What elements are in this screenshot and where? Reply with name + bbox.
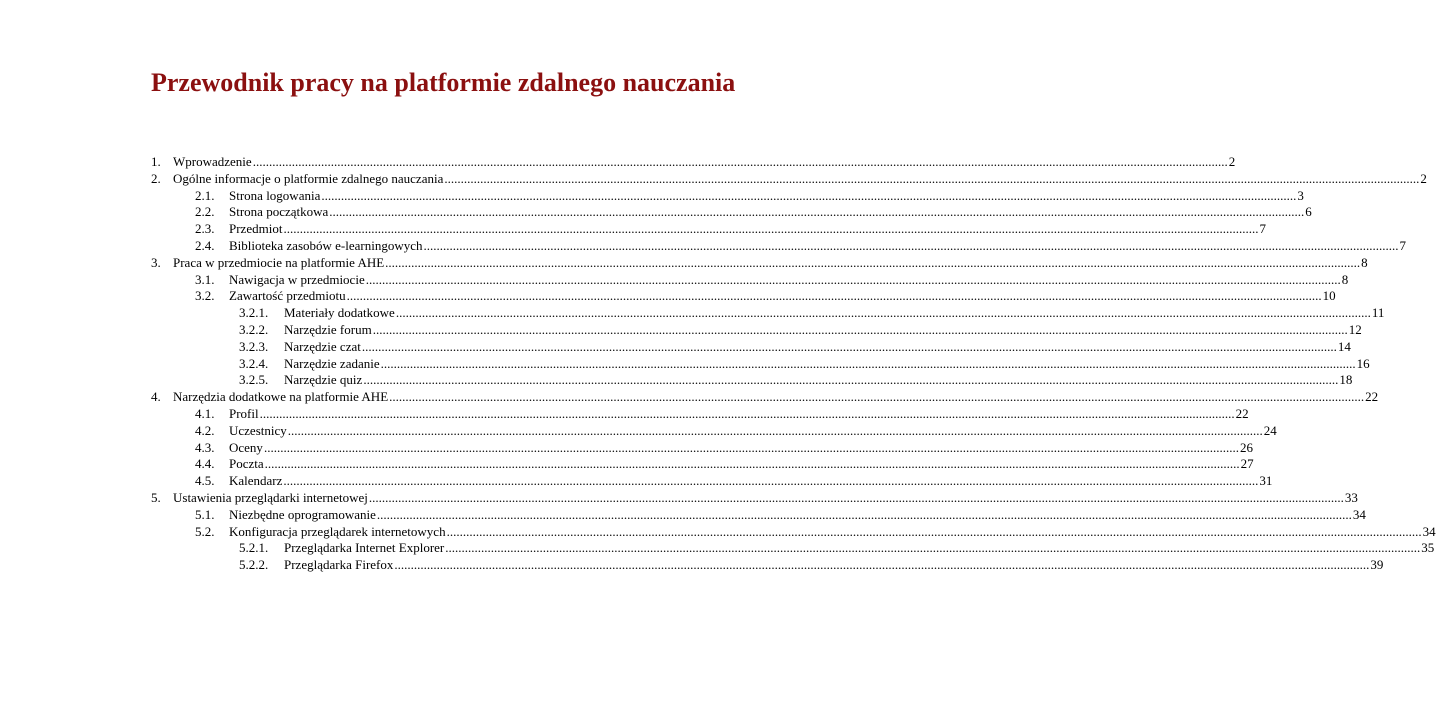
toc-entry-number: 3.2.	[195, 288, 215, 304]
toc-entry-label: Wprowadzenie	[173, 154, 252, 169]
toc-entry-label: Narzędzie czat	[284, 338, 361, 354]
toc-entry-label: Biblioteka zasobów e-learningowych	[229, 237, 423, 253]
toc-entry-label: Przeglądarka Internet Explorer	[284, 540, 445, 556]
toc-entry-number: 3.2.1.	[239, 305, 269, 321]
toc-entry-label: Uczestnicy	[229, 422, 287, 438]
toc-entry-page: 10	[1322, 288, 1336, 304]
toc-entry[interactable]	[151, 254, 1368, 272]
toc-entry-label: Nawigacja w przedmiocie	[229, 271, 365, 287]
toc-entry-label: Kalendarz	[229, 473, 283, 489]
toc-entry[interactable]	[151, 540, 1435, 557]
toc-entry-number: 3.2.2.	[239, 321, 269, 337]
toc-entry-number: 3.1.	[195, 271, 215, 287]
toc-entry-page: 7	[1399, 237, 1406, 253]
dot-leader: ............................................................................................................................................................................................................................................................................................................	[346, 288, 1322, 304]
toc-entry-page: 7	[1259, 221, 1266, 237]
toc-entry[interactable]	[151, 557, 1384, 574]
toc-entry-label: Strona logowania	[229, 187, 321, 203]
toc-entry-number: 5.1.	[195, 506, 215, 522]
toc-entry-number: 2.2.	[195, 204, 215, 220]
toc-entry-number: 4.3.	[195, 439, 215, 455]
toc-entry[interactable]	[151, 355, 1370, 373]
toc-entry[interactable]	[151, 237, 1406, 255]
dot-leader: ............................................................................................................................................................................................................................................................................................................	[363, 372, 1339, 388]
toc-entry-label: Materiały dodatkowe	[284, 305, 395, 321]
dot-leader: ............................................................................................................................................................................................................................................................................................................	[368, 489, 1344, 505]
toc-entry-number: 3.2.4.	[239, 355, 269, 371]
toc-entry-label: Przeglądarka Firefox	[284, 557, 394, 573]
toc-entry[interactable]	[151, 389, 1379, 406]
toc-entry-number: 3.	[151, 254, 161, 270]
toc-entry-page: 22	[1365, 389, 1379, 405]
dot-leader: ............................................................................................................................................................................................................................................................................................................	[287, 422, 1263, 438]
toc-entry-label: Niezbędne oprogramowanie	[229, 506, 376, 522]
toc-entry-page: 33	[1344, 489, 1358, 505]
toc-entry-number: 3.2.5.	[239, 372, 269, 388]
dot-leader: ............................................................................................................................................................................................................................................................................................................	[264, 456, 1240, 472]
toc-entry-page: 27	[1240, 456, 1254, 472]
toc-entry-number: 3.2.3.	[239, 338, 269, 354]
dot-leader: ............................................................................................................................................................................................................................................................................................................	[376, 506, 1352, 522]
dot-leader: ............................................................................................................................................................................................................................................................................................................	[380, 355, 1356, 371]
dot-leader: ............................................................................................................................................................................................................................................................................................................	[283, 221, 1259, 237]
toc-entry[interactable]	[151, 523, 1436, 541]
toc-entry-page: 24	[1263, 422, 1277, 438]
toc-entry-page: 35	[1421, 540, 1435, 556]
toc-entry[interactable]	[151, 221, 1266, 238]
document-title: Przewodnik pracy na platformie zdalnego nauczania	[151, 68, 736, 97]
dot-leader: ............................................................................................................................................................................................................................................................................................................	[446, 523, 1422, 539]
toc-entry-page: 26	[1239, 439, 1253, 455]
toc-entry-label: Ustawienia przeglądarki internetowej	[173, 489, 368, 505]
dot-leader: ............................................................................................................................................................................................................................................................................................................	[321, 187, 1297, 203]
toc-entry[interactable]	[151, 338, 1351, 356]
toc-entry-number: 1.	[151, 154, 161, 169]
toc-entry-page: 2	[1420, 170, 1427, 186]
toc-entry[interactable]	[151, 439, 1253, 457]
toc-entry-number: 4.4.	[195, 456, 215, 472]
toc-entry-label: Narzędzie quiz	[284, 372, 363, 388]
toc-entry-number: 4.2.	[195, 422, 215, 438]
toc-entry-number: 5.2.	[195, 523, 215, 539]
dot-leader: ............................................................................................................................................................................................................................................................................................................	[263, 439, 1239, 455]
toc-entry-page: 22	[1235, 405, 1249, 421]
toc-entry-number: 5.	[151, 489, 161, 505]
toc-entry-number: 4.1.	[195, 405, 215, 421]
dot-leader: ............................................................................................................................................................................................................................................................................................................	[252, 154, 1228, 169]
toc-entry[interactable]	[151, 170, 1427, 188]
toc-entry-page: 2	[1228, 154, 1236, 169]
toc-entry-label: Narzędzia dodatkowe na platformie AHE	[173, 389, 389, 405]
dot-leader: ............................................................................................................................................................................................................................................................................................................	[423, 237, 1399, 253]
dot-leader: ............................................................................................................................................................................................................................................................................................................	[389, 389, 1365, 405]
toc-entry[interactable]	[151, 154, 1236, 171]
toc-entry-page: 3	[1297, 187, 1304, 203]
dot-leader: ............................................................................................................................................................................................................................................................................................................	[444, 170, 1420, 186]
toc-entry[interactable]	[151, 506, 1366, 524]
toc-entry[interactable]	[151, 204, 1312, 221]
toc-entry-label: Narzędzie zadanie	[284, 355, 380, 371]
toc-entry-number: 4.5.	[195, 473, 215, 489]
toc-entry-page: 31	[1259, 473, 1273, 489]
toc-entry-label: Zawartość przedmiotu	[229, 288, 346, 304]
toc-entry[interactable]	[151, 405, 1249, 423]
toc-entry[interactable]	[151, 321, 1362, 339]
toc-entry[interactable]	[151, 372, 1353, 389]
dot-leader: ............................................................................................................................................................................................................................................................................................................	[395, 305, 1371, 321]
toc-entry-page: 34	[1352, 506, 1366, 522]
toc-entry-page: 39	[1370, 557, 1384, 573]
toc-entry-label: Narzędzie forum	[284, 321, 372, 337]
table-of-contents	[151, 154, 1436, 574]
toc-entry-label: Konfiguracja przeglądarek internetowych	[229, 523, 446, 539]
toc-entry-page: 8	[1361, 254, 1368, 270]
dot-leader: ............................................................................................................................................................................................................................................................................................................	[372, 321, 1348, 337]
toc-entry-number: 2.3.	[195, 221, 215, 237]
dot-leader: ............................................................................................................................................................................................................................................................................................................	[365, 271, 1341, 287]
toc-entry-page: 8	[1341, 271, 1349, 287]
dot-leader: ............................................................................................................................................................................................................................................................................................................	[259, 405, 1235, 421]
toc-entry-label: Poczta	[229, 456, 264, 472]
toc-entry-label: Ogólne informacje o platformie zdalnego nauczania	[173, 170, 444, 186]
toc-entry-page: 16	[1356, 355, 1370, 371]
dot-leader: ............................................................................................................................................................................................................................................................................................................	[361, 338, 1337, 354]
toc-entry-page: 18	[1339, 372, 1353, 388]
toc-entry[interactable]	[151, 187, 1304, 205]
toc-entry[interactable]	[151, 473, 1273, 490]
dot-leader: ............................................................................................................................................................................................................................................................................................................	[394, 557, 1370, 573]
dot-leader: ............................................................................................................................................................................................................................................................................................................	[385, 254, 1361, 270]
toc-entry-page: 12	[1348, 321, 1362, 337]
toc-entry-label: Strona początkowa	[229, 204, 329, 220]
toc-entry[interactable]	[151, 456, 1254, 473]
toc-entry-page: 11	[1371, 305, 1385, 321]
toc-entry[interactable]	[151, 288, 1336, 305]
toc-entry-number: 4.	[151, 389, 161, 405]
dot-leader: ............................................................................................................................................................................................................................................................................................................	[445, 540, 1421, 556]
dot-leader: ............................................................................................................................................................................................................................................................................................................	[329, 204, 1305, 220]
toc-entry[interactable]	[151, 489, 1358, 507]
toc-entry-label: Oceny	[229, 439, 263, 455]
toc-entry-number: 2.1.	[195, 187, 215, 203]
toc-entry[interactable]	[151, 305, 1385, 322]
toc-entry-page: 6	[1305, 204, 1312, 220]
toc-entry-number: 2.4.	[195, 237, 215, 253]
toc-entry[interactable]	[151, 271, 1349, 289]
toc-entry-label: Praca w przedmiocie na platformie AHE	[173, 254, 385, 270]
toc-entry-number: 2.	[151, 170, 161, 186]
toc-entry-page: 34	[1422, 523, 1436, 539]
toc-entry-page: 14	[1337, 338, 1351, 354]
dot-leader: ............................................................................................................................................................................................................................................................................................................	[283, 473, 1259, 489]
toc-entry-label: Przedmiot	[229, 221, 283, 237]
toc-entry-number: 5.2.1.	[239, 540, 269, 556]
toc-entry[interactable]	[151, 422, 1277, 440]
toc-entry-label: Profil	[229, 405, 259, 421]
toc-entry-number: 5.2.2.	[239, 557, 269, 573]
